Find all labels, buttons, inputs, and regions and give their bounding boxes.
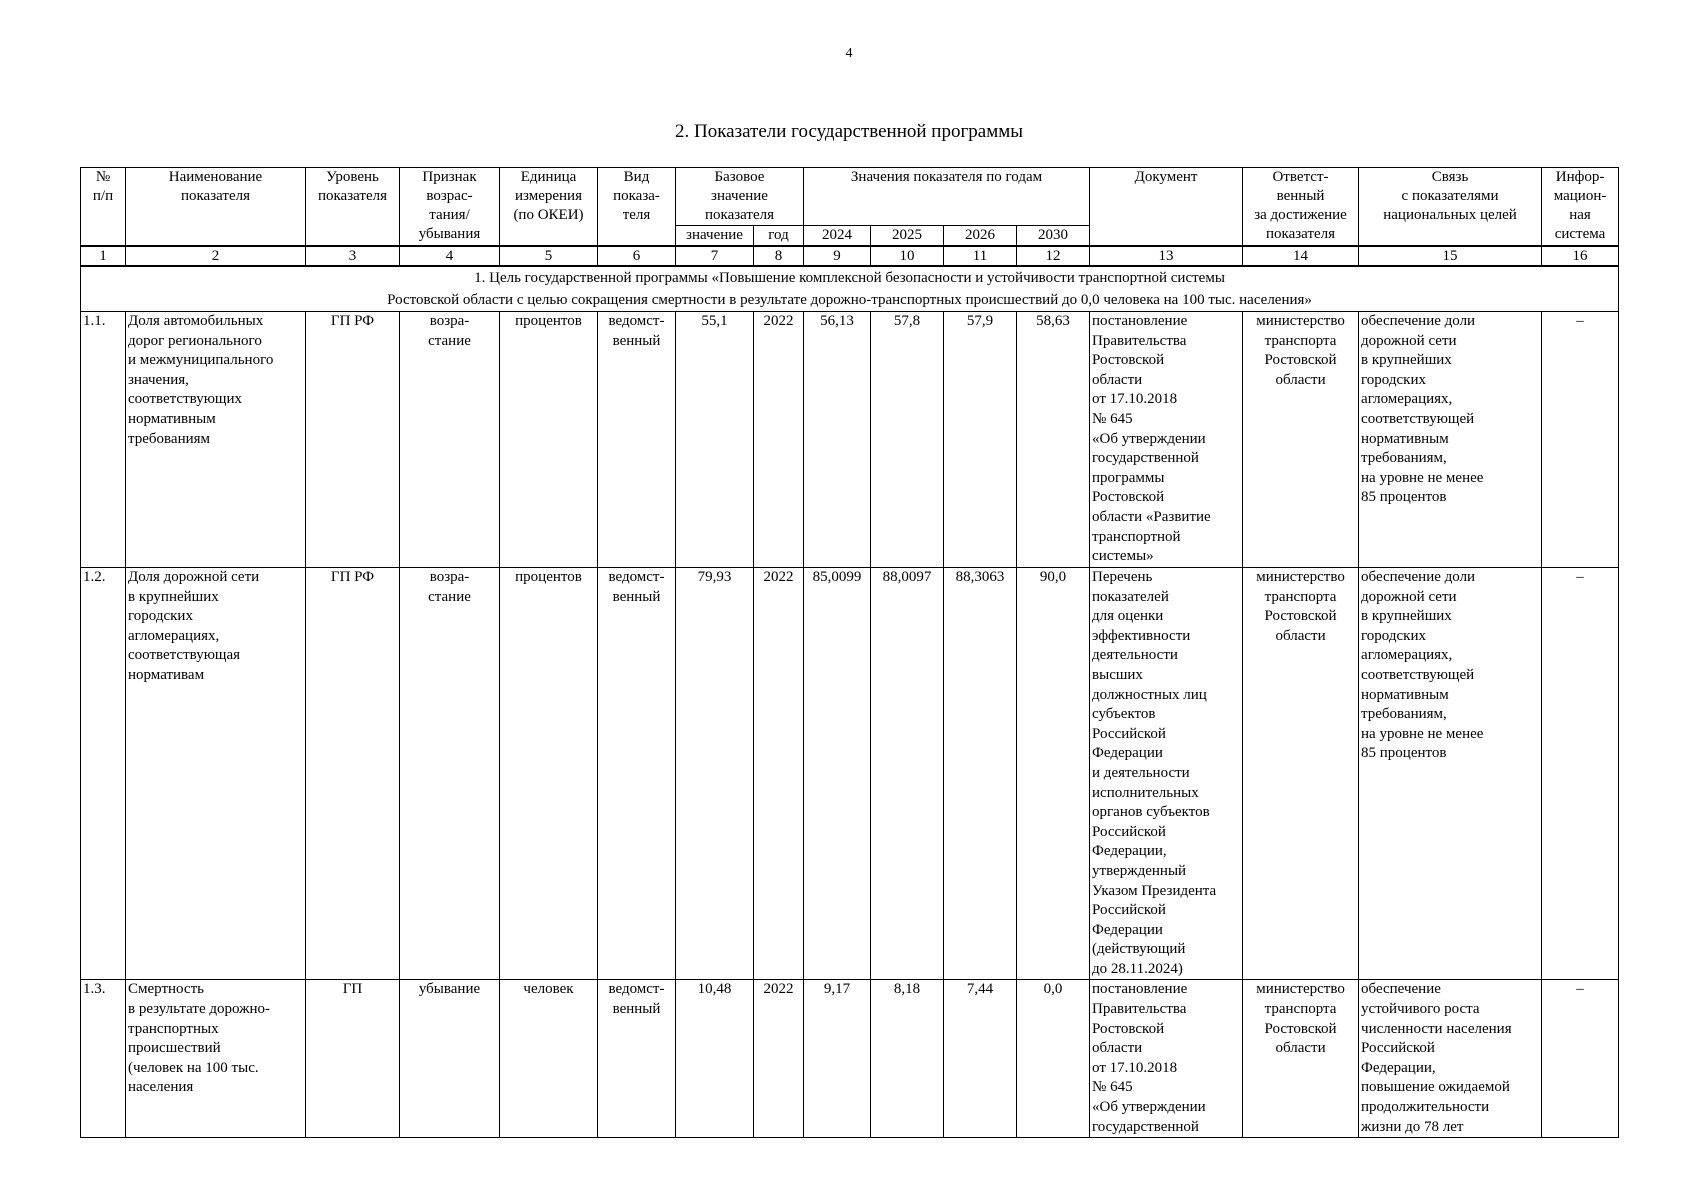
header-years-group: Значения показателя по годам (804, 168, 1090, 226)
header-link: Связь с показателями национальных целей (1359, 168, 1542, 247)
header-year-2024: 2024 (804, 226, 871, 247)
header-year-2025: 2025 (871, 226, 944, 247)
column-number: 4 (400, 246, 500, 266)
row-responsible: министерство транспорта Ростовской области (1243, 568, 1359, 980)
goal-line-2: Ростовской области с целью сокращения смертности в результате дорожно-транспортных происшествий до 0,0 человека на 100 тыс. населения» (387, 292, 1312, 308)
row-unit: человек (500, 980, 598, 1138)
column-number: 14 (1243, 246, 1359, 266)
header-year-2030: 2030 (1017, 226, 1090, 247)
row-kind: ведомст- венный (598, 312, 676, 568)
column-number: 7 (676, 246, 754, 266)
row-link: обеспечение устойчивого роста численности населения Российской Федерации, повышение ожидаемой продолжительности жизни до 78 лет (1359, 980, 1542, 1138)
indicators-table (80, 167, 1619, 1138)
table-row (81, 980, 1619, 1138)
row-base-value: 10,48 (676, 980, 754, 1138)
header-unit: Единица измерения (по ОКЕИ) (500, 168, 598, 247)
row-kind: ведомст- венный (598, 980, 676, 1138)
column-number: 5 (500, 246, 598, 266)
row-level: ГП (306, 980, 400, 1138)
row-num: 1.1. (81, 312, 126, 568)
column-number: 6 (598, 246, 676, 266)
row-document: постановление Правительства Ростовской области от 17.10.2018 № 645 «Об утверждении государственной программы Ростовской области «Развитие транспортной системы» (1090, 312, 1243, 568)
column-number: 3 (306, 246, 400, 266)
page-number: 4 (845, 46, 853, 61)
header-trend: Признак возрас- тания/ убывания (400, 168, 500, 247)
row-name: Доля автомобильных дорог регионального и межмуниципального значения, соответствующих нормативным требованиям (126, 312, 306, 568)
row-base-year: 2022 (754, 568, 804, 980)
page-heading: 2. Показатели государственной программы (674, 121, 1024, 142)
header-info: Инфор- мацион- ная система (1542, 168, 1619, 247)
row-unit: процентов (500, 568, 598, 980)
column-number: 10 (871, 246, 944, 266)
row-value-2026: 57,9 (944, 312, 1017, 568)
column-number: 2 (126, 246, 306, 266)
column-number: 12 (1017, 246, 1090, 266)
row-kind: ведомст- венный (598, 568, 676, 980)
row-document: Перечень показателей для оценки эффективности деятельности высших должностных лиц субъектов Российской Федерации и деятельности исполнительных органов субъектов Российской Федерации, утвержденный Указом Президента Российской Федерации (действующий до 28.11.2024) (1090, 568, 1243, 980)
row-value-2026: 88,3063 (944, 568, 1017, 980)
row-trend: возра- стание (400, 568, 500, 980)
header-responsible: Ответст- венный за достижение показателя (1243, 168, 1359, 247)
column-number: 16 (1542, 246, 1619, 266)
row-base-value: 55,1 (676, 312, 754, 568)
header-base: Базовое значение показателя (676, 168, 804, 226)
header-row-1 (81, 168, 1619, 226)
header-base-value: значение (676, 226, 754, 247)
row-value-2026: 7,44 (944, 980, 1017, 1138)
row-value-2030: 0,0 (1017, 980, 1090, 1138)
row-value-2030: 90,0 (1017, 568, 1090, 980)
column-number: 13 (1090, 246, 1243, 266)
row-value-2025: 57,8 (871, 312, 944, 568)
row-info: – (1542, 568, 1619, 980)
column-number: 1 (81, 246, 126, 266)
row-base-year: 2022 (754, 312, 804, 568)
header-year-2026: 2026 (944, 226, 1017, 247)
row-responsible: министерство транспорта Ростовской области (1243, 312, 1359, 568)
row-name: Доля дорожной сети в крупнейших городских агломерациях, соответствующая нормативам (126, 568, 306, 980)
goal-text (81, 266, 1619, 312)
column-numbers-row (81, 246, 1619, 266)
header-kind: Вид показа- теля (598, 168, 676, 247)
goal-row (81, 266, 1619, 312)
header-name: Наименование показателя (126, 168, 306, 247)
goal-line-1: 1. Цель государственной программы «Повышение комплексной безопасности и устойчивости транспортной системы (474, 270, 1225, 286)
header-level: Уровень показателя (306, 168, 400, 247)
row-level: ГП РФ (306, 568, 400, 980)
row-num: 1.3. (81, 980, 126, 1138)
row-unit: процентов (500, 312, 598, 568)
table-row (81, 312, 1619, 568)
row-base-value: 79,93 (676, 568, 754, 980)
row-value-2024: 85,0099 (804, 568, 871, 980)
column-number: 8 (754, 246, 804, 266)
column-number: 15 (1359, 246, 1542, 266)
header-base-year: год (754, 226, 804, 247)
row-level: ГП РФ (306, 312, 400, 568)
row-value-2024: 9,17 (804, 980, 871, 1138)
row-value-2030: 58,63 (1017, 312, 1090, 568)
row-trend: возра- стание (400, 312, 500, 568)
row-info: – (1542, 980, 1619, 1138)
row-link: обеспечение доли дорожной сети в крупнейших городских агломерациях, соответствующей нормативным требованиям, на уровне не менее 85 процентов (1359, 312, 1542, 568)
table-row (81, 568, 1619, 980)
row-document: постановление Правительства Ростовской области от 17.10.2018 № 645 «Об утверждении государственной (1090, 980, 1243, 1138)
row-value-2025: 88,0097 (871, 568, 944, 980)
column-number: 9 (804, 246, 871, 266)
row-name: Смертность в результате дорожно- транспортных происшествий (человек на 100 тыс. населения (126, 980, 306, 1138)
row-responsible: министерство транспорта Ростовской области (1243, 980, 1359, 1138)
row-link: обеспечение доли дорожной сети в крупнейших городских агломерациях, соответствующей нормативным требованиям, на уровне не менее 85 процентов (1359, 568, 1542, 980)
header-document: Документ (1090, 168, 1243, 247)
row-num: 1.2. (81, 568, 126, 980)
row-info: – (1542, 312, 1619, 568)
column-number: 11 (944, 246, 1017, 266)
row-value-2025: 8,18 (871, 980, 944, 1138)
row-value-2024: 56,13 (804, 312, 871, 568)
header-num: № п/п (81, 168, 126, 247)
row-base-year: 2022 (754, 980, 804, 1138)
row-trend: убывание (400, 980, 500, 1138)
